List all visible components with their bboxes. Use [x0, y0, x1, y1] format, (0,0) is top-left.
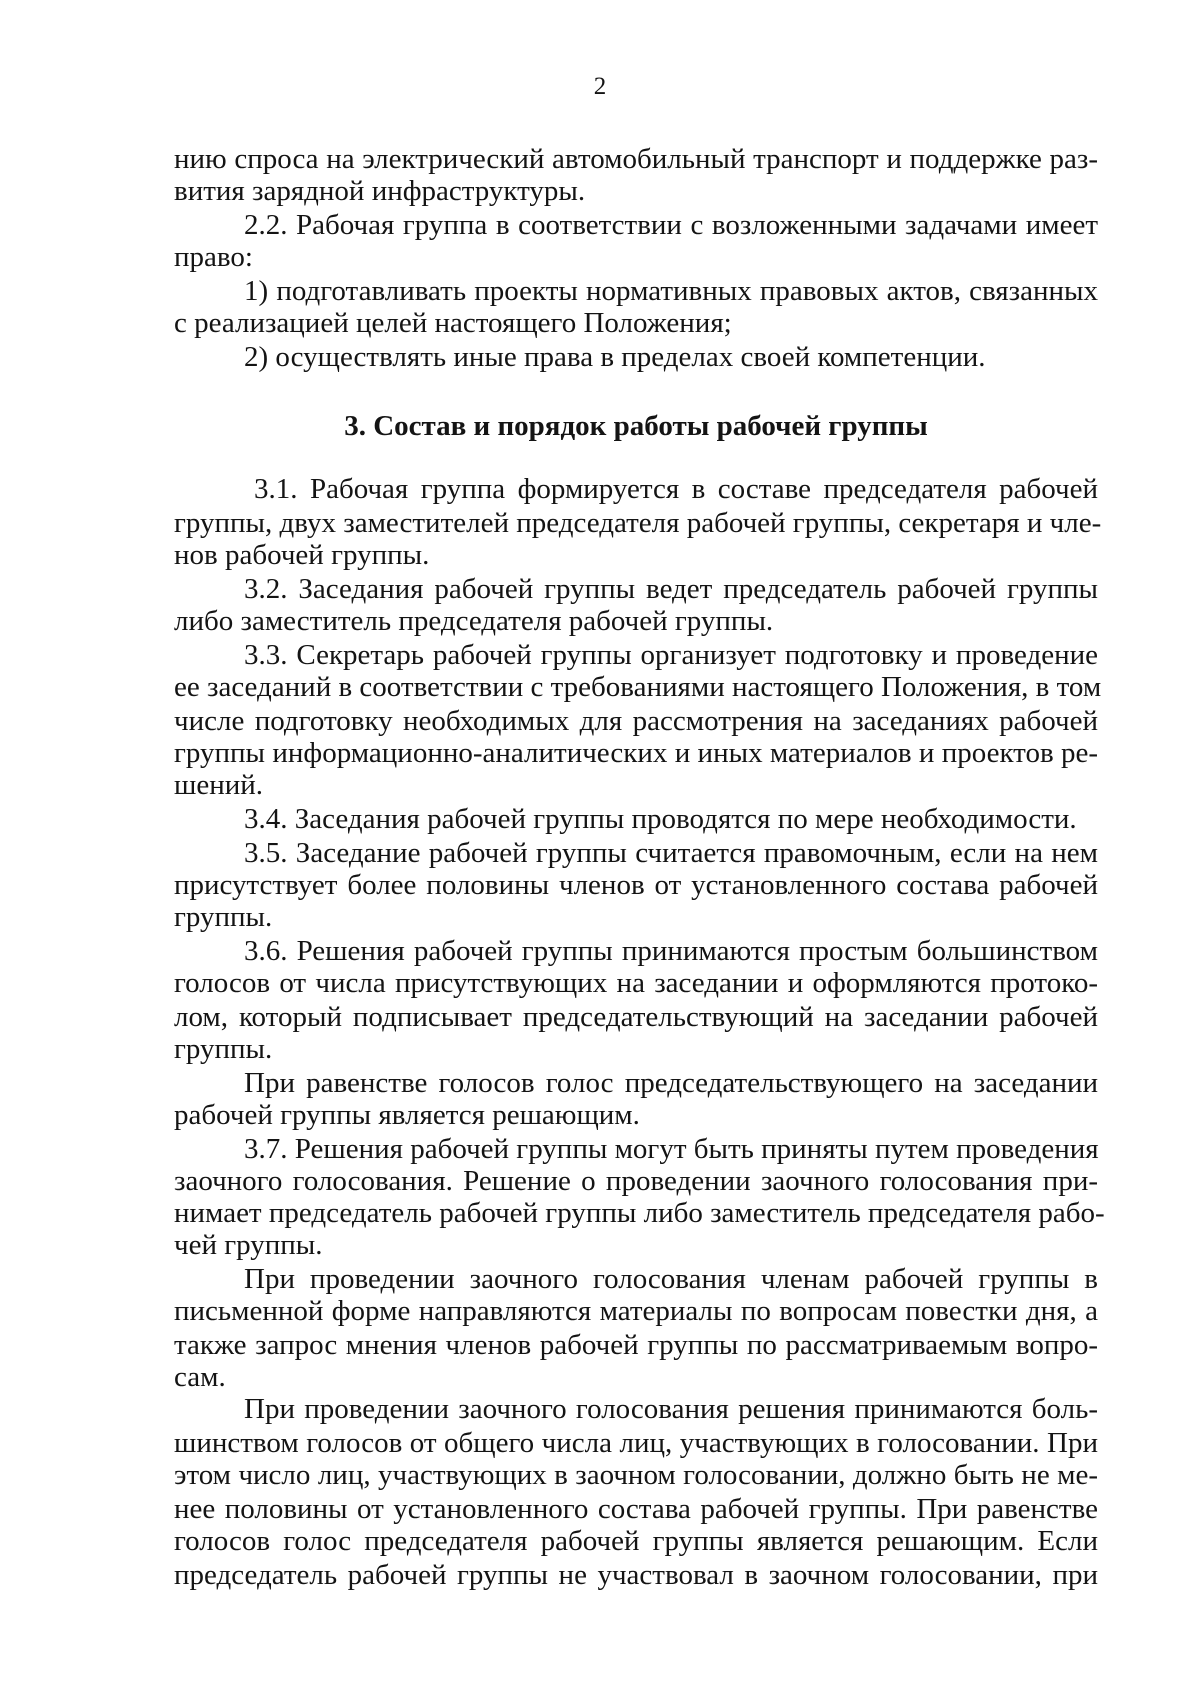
text-line: с реализацией целей настоящего Положения; [174, 307, 732, 339]
text-line: 2) осуществлять иные права в пределах своей компетенции. [244, 341, 986, 373]
text-line: группы. [174, 901, 273, 933]
text-line: нее половины от установленного состава рабочей группы. При равенстве [174, 1493, 1098, 1525]
text-line: право: [174, 241, 253, 273]
text-line: нию спроса на электрический автомобильный транспорт и поддержке раз- [174, 143, 1098, 175]
text-line: этом число лиц, участвующих в заочном голосовании, должно быть не ме- [174, 1459, 1098, 1491]
text-line: чей группы. [174, 1229, 323, 1261]
text-line: 3.3. Секретарь рабочей группы организует подготовку и проведение [244, 639, 1098, 671]
text-line: шинством голосов от общего числа лиц, участвующих в голосовании. При [174, 1427, 1098, 1459]
text-line: сам. [174, 1361, 226, 1393]
text-line: 2.2. Рабочая группа в соответствии с возложенными задачами имеет [244, 209, 1098, 241]
text-line: группы, двух заместителей председателя рабочей группы, секретаря и чле- [174, 507, 1102, 539]
text-line: 1) подготавливать проекты нормативных правовых актов, связанных [244, 275, 1098, 307]
text-line: 3.1. Рабочая группа формируется в составе председателя рабочей [254, 473, 1098, 505]
text-line: 3.7. Решения рабочей группы могут быть приняты путем проведения [244, 1133, 1099, 1165]
text-line: При равенстве голосов голос председательствующего на заседании [244, 1067, 1098, 1099]
text-line: При проведении заочного голосования решения принимаются боль- [244, 1393, 1098, 1425]
text-line: лом, который подписывает председательствующий на заседании рабочей [174, 1001, 1098, 1033]
page-number: 2 [593, 73, 607, 100]
text-line: также запрос мнения членов рабочей группы по рассматриваемым вопро- [174, 1329, 1098, 1361]
text-line: голосов голос председателя рабочей группы является решающим. Если [174, 1525, 1098, 1557]
text-line: голосов от числа присутствующих на заседании и оформляются протоко- [174, 967, 1098, 999]
text-line: числе подготовку необходимых для рассмотрения на заседаниях рабочей [174, 705, 1098, 737]
text-line: ее заседаний в соответствии с требованиями настоящего Положения, в том [174, 671, 1102, 703]
text-line: заочного голосования. Решение о проведении заочного голосования при- [174, 1165, 1098, 1197]
text-line: нов рабочей группы. [174, 539, 430, 571]
text-line: группы информационно-аналитических и иных материалов и проектов ре- [174, 737, 1098, 769]
text-line: При проведении заочного голосования членам рабочей группы в [244, 1263, 1098, 1295]
section-heading: 3. Состав и порядок работы рабочей группы [344, 410, 928, 442]
text-line: письменной форме направляются материалы по вопросам повестки дня, а [174, 1295, 1098, 1327]
text-line: 3.5. Заседание рабочей группы считается правомочным, если на нем [244, 837, 1098, 869]
text-line: вития зарядной инфраструктуры. [174, 175, 586, 207]
text-line: нимает председатель рабочей группы либо заместитель председателя рабо- [174, 1197, 1105, 1229]
text-line: шений. [174, 769, 264, 801]
text-line: либо заместитель председателя рабочей группы. [174, 605, 774, 637]
text-line: 3.4. Заседания рабочей группы проводятся по мере необходимости. [244, 803, 1077, 835]
text-line: группы. [174, 1033, 273, 1065]
text-line: присутствует более половины членов от установленного состава рабочей [174, 869, 1098, 901]
text-line: 3.6. Решения рабочей группы принимаются простым большинством [244, 935, 1098, 967]
text-line: 3.2. Заседания рабочей группы ведет председатель рабочей группы [244, 573, 1098, 605]
text-line: председатель рабочей группы не участвовал в заочном голосовании, при [174, 1559, 1098, 1591]
text-line: рабочей группы является решающим. [174, 1099, 640, 1131]
